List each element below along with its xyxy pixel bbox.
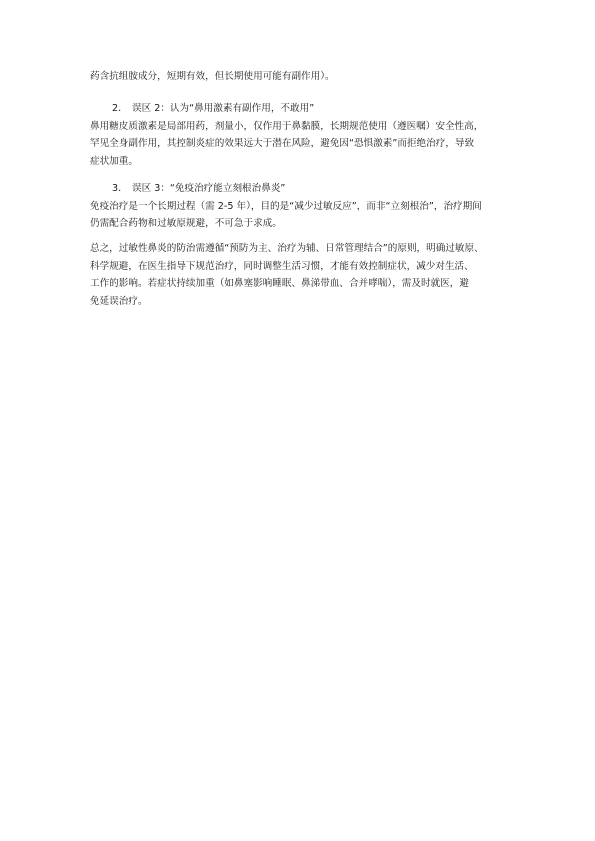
misconception-2-section (90, 100, 510, 170)
summary-line: 总之，过敏性鼻炎的防治需遵循“预防为主、治疗为辅、日常管理结合”的原则，明确过敏原、 (90, 243, 484, 254)
summary-line: 科学规避，在医生指导下规范治疗，同时调整生活习惯，才能有效控制症状，减少对生活、 (90, 260, 474, 272)
misconception-2-heading (90, 100, 510, 118)
misconception-2-body-line: 罕见全身副作用，其控制炎症的效果远大于潜在风险，避免因“恐惧激素”而拒绝治疗，导致 (90, 138, 475, 149)
intro-line: 药含抗组胺成分，短期有效，但长期使用可能有副作用）。 (90, 71, 335, 82)
misconception-3-body-line: 仍需配合药物和过敏原规避，不可急于求成。 (90, 218, 282, 229)
summary-line: 工作的影响。若症状持续加重（如鼻塞影响睡眠、鼻涕带血、合并哮喘），需及时就医，避 (90, 278, 469, 289)
misconception-3-section (90, 180, 510, 233)
summary-paragraph (90, 240, 510, 310)
misconception-3-number: 3. (112, 183, 122, 194)
misconception-2-body-line: 症状加重。 (90, 155, 138, 167)
misconception-3-title: 误区 3：“免疫治疗能立刻根治鼻炎” (132, 183, 286, 194)
misconception-3-heading (90, 180, 510, 198)
misconception-2-number: 2. (112, 103, 122, 114)
misconception-2-title: 误区 2：认为“鼻用激素有副作用，不敢用” (132, 103, 315, 114)
misconception-2-body-line: 鼻用糖皮质激素是局部用药，剂量小，仅作用于鼻黏膜，长期规范使用（遵医嘱）安全性高， (90, 120, 484, 132)
misconception-3-body-line: 免疫治疗是一个长期过程（需 2-5 年），目的是“减少过敏反应”，而非“立刻根治”，治疗期间 (90, 200, 482, 212)
summary-line: 免延误治疗。 (90, 295, 148, 307)
intro-paragraph (90, 68, 510, 86)
